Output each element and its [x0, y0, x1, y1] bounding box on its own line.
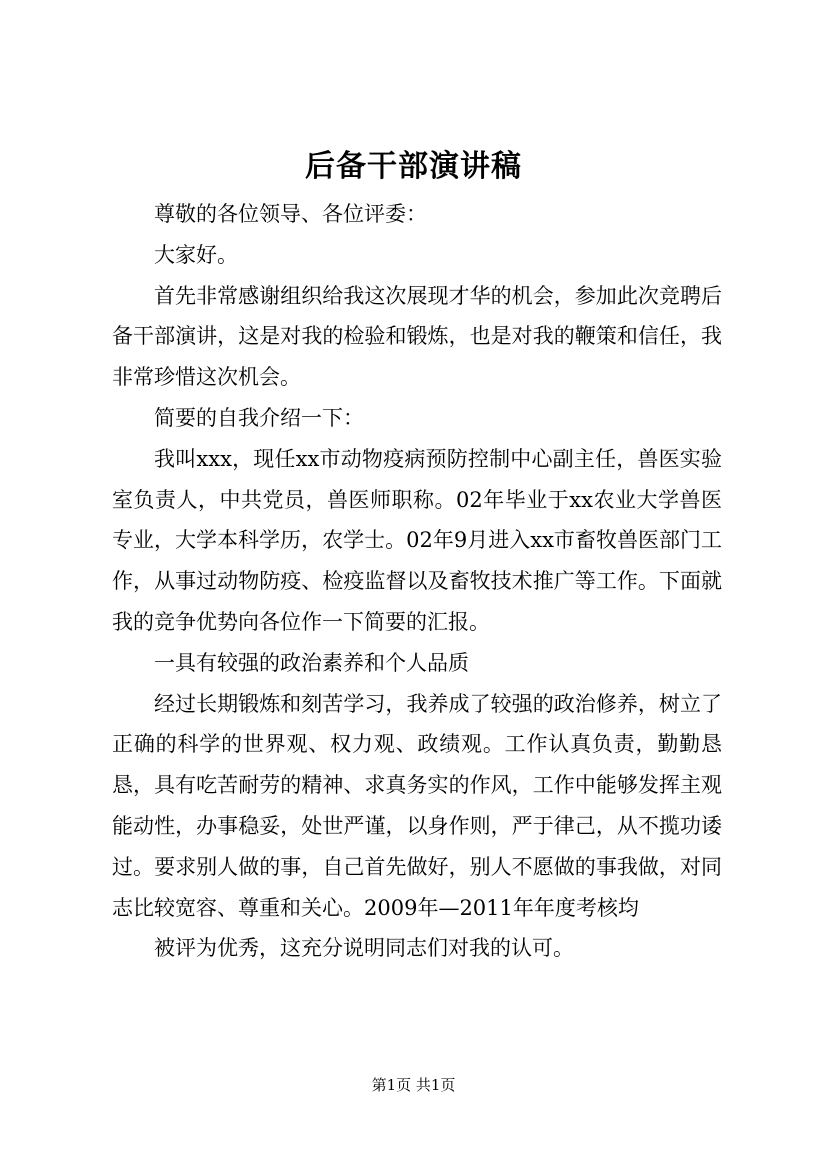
- paragraph-intro-heading: 简要的自我介绍一下：: [154, 405, 364, 430]
- page-footer: 第1页 共1页: [371, 1076, 456, 1094]
- paragraph-greeting: 大家好。: [154, 242, 238, 267]
- paragraph-self-introduction: 我叫xxx，现任xx市动物疫病预防控制中心副主任，兽医实验室负责人，中共党员，兽医师职称。02年毕业于xx农业大学兽医专业，大学本科学历，农学士。02年9月进入xx市畜牧兽医部门工作，从事过动物防疫、检疫监督以及畜牧技术推广等工作。下面就我的竞争优势向各位作一下简要的汇报。: [112, 446, 722, 634]
- paragraph-opening: 首先非常感谢组织给我这次展现才华的机会，参加此次竞聘后备干部演讲，这是对我的检验和锻炼，也是对我的鞭策和信任，我非常珍惜这次机会。: [112, 283, 722, 390]
- paragraph-political-quality: 经过长期锻炼和刻苦学习，我养成了较强的政治修养，树立了正确的科学的世界观、权力观、政绩观。工作认真负责，勤勤恳恳，具有吃苦耐劳的精神、求真务实的作风，工作中能够发挥主观能动性，办事稳妥，处世严谨，以身作则，严于律己，从不揽功诿过。要求别人做的事，自己首先做好，别人不愿做的事我做，对同志比较宽容、尊重和关心。2009年—2011年年度考核均: [112, 691, 722, 920]
- document-title: 后备干部演讲稿: [305, 149, 522, 184]
- document-body: [112, 194, 722, 969]
- paragraph-salutation: 尊敬的各位领导、各位评委：: [154, 202, 427, 226]
- paragraph-section-heading: 一具有较强的政治素养和个人品质: [154, 650, 469, 675]
- paragraph-evaluation: 被评为优秀，这充分说明同志们对我的认可。: [154, 936, 574, 961]
